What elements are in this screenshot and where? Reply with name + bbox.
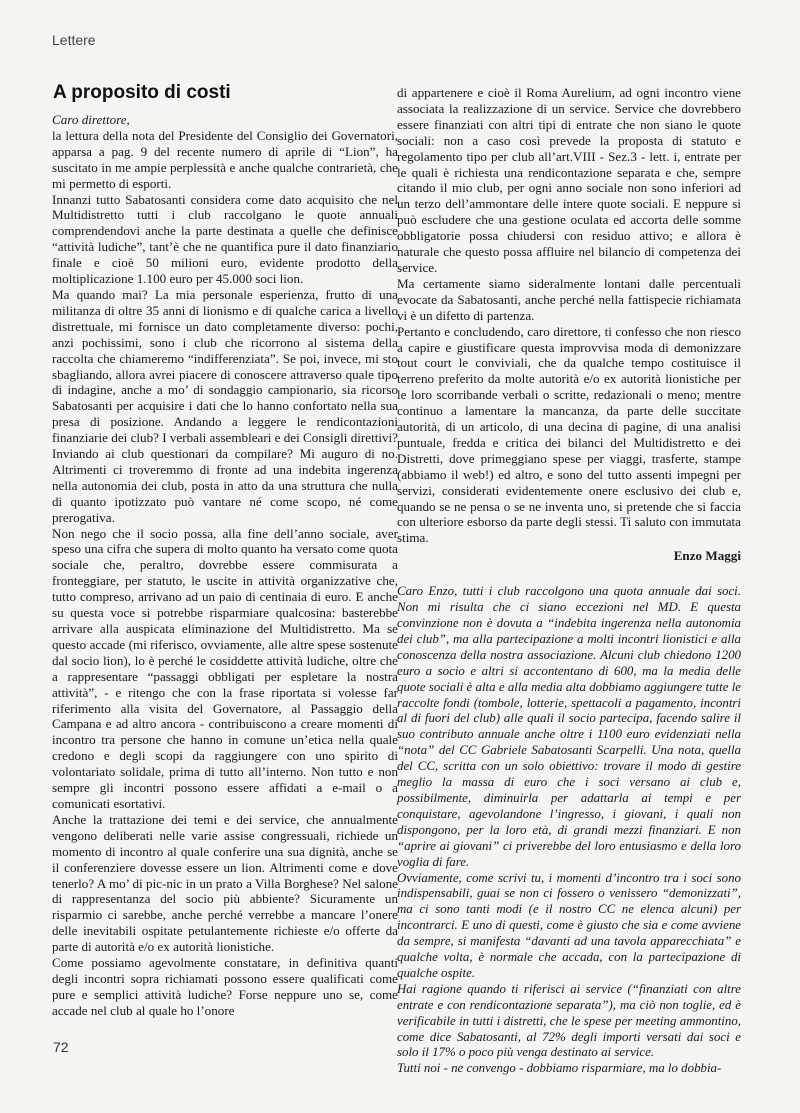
paragraph: Anche la trattazione dei temi e dei service, che annualmente vengono deliberati nelle varie assise congressuali, richiede un momento di incontro al quale conferire una sua dignità, anche se il conferenziere dovesse essere un lion. Altrimenti come e dove tenerlo? A mo’ di pic-nic in un prato a Villa Borghese? Nel salone di rappresentanza del socio più abbiente? Sicuramente un risparmio ci sarebbe, anche perché verrebbe a mancare l’onere delle inevitabili ospitate petulantemente richieste e/o offerte da parte di autorità e/o ex autorità lionistiche. — [52, 811, 398, 955]
paragraph: Ma quando mai? La mia personale esperienza, frutto di una militanza di oltre 35 anni di lionismo e di qualche carica a livello distrettuale, mi fornisce un dato completamente diverso: pochi, anzi pochissimi, sono i club che ricorrono al sistema della raccolta che chiameremo “indifferenziata”. Se poi, invece, mi sto sbagliando, allora avrei piacere di conoscere attraverso quale tipo di indagine, anche a mo’ di sondaggio campionario, sia ricorso Sabatosanti per acquisire i dati che lo hanno confortato nella sua presa di posizione. Andando a leggere le rendicontazioni finanziarie dei club? I verbali assembleari e dei Consigli direttivi? Inviando ai club questionari da compilare? Mi auguro di no. Altrimenti ci troveremmo di fronte ad una indebita ingerenza nella autonomia dei club, posta in atto da una struttura che nulla di quanto ipotizzato può vantare né come scopo, né come prerogativa. — [52, 286, 398, 525]
right-column — [397, 85, 741, 1077]
paragraph: Innanzi tutto Sabatosanti considera come dato acquisito che nel Multidistretto tutti i club raccolgano le quote annuali comprendendovi anche la parte destinata a quelle che definisce “attività ludiche”, tant’è che ne quantifica pure il dato finanziario finale e cioè 50 milioni euro, evidente prodotto della moltiplicazione 1.100 euro per 45.000 soci lion. — [52, 191, 398, 287]
left-column — [52, 112, 398, 1019]
article-title: A proposito di costi — [53, 82, 231, 103]
paragraph: la lettura della nota del Presidente del Consiglio dei Governatori, apparsa a pag. 9 del recente numero di aprile di “Lion”, ha suscitato in me ampie perplessità e anche qualche contrarietà, che mi permetto di esporti. — [52, 127, 398, 191]
paragraph: Come possiamo agevolmente constatare, in definitiva quanti degli incontri sopra richiamati possono essere qualificati come pure e semplici attività ludiche? Forse neppure uno se, come accade nel club al quale ho l’onore — [52, 955, 398, 1018]
reply-paragraph: Ovviamente, come scrivi tu, i momenti d’incontro tra i soci sono indispensabili, guai se non ci fossero o venissero “demonizzati”, ma ci sono tanti modi (e il nostro CC ne elenca alcuni) per incontrarci. E uno di questi, come è giusto che sia e come avviene da sempre, si manifesta “davanti ad una tavola apparecchiata” e qualche volta, è normale che accada, con la partecipazione di qualche ospite. — [397, 870, 741, 980]
paragraph: di appartenere e cioè il Roma Aurelium, ad ogni incontro viene associata la realizzazione di un service. Service che dovrebbero essere finanziati con altri tipi di entrate che non siano le quote sociali: non a caso così prevede la proposta di statuto e regolamento tipo per club all’art.VIII - Sez.3 - lett. i, entrate per le quali è richiesta una rendicontazione separata e che, sempre citando il mio club, per ogni anno sociale non sono inferiori ad un terzo dell’ammontare delle intere quote sociali. E neppure si può escludere che una gestione oculata ed accorta delle somme obbligatorie possa chiudersi con residuo attivo; e allora è naturale che questo possa affluire nel bilancio di competenza dei service. — [397, 85, 741, 275]
paragraph: Non nego che il socio possa, alla fine dell’anno sociale, aver speso una cifra che supera di molto quanto ha versato come quota sociale che, peraltro, dovrebbe essere commisurata a fronteggiare, per statuto, le uscite in attività organizzative che, tutto compreso, arrivano ad un paio di centinaia di euro. E anche su questa voce si potrebbe risparmiare qualcosina: basterebbe arrivare alla auspicata eliminazione del Multidistretto. Ma se questo accade (mi riferisco, ovviamente, alle altre spese sostenute dal socio lion), lo è perché le cosiddette attività ludiche, oltre che a rappresentare “passaggi obbligati per espletare la nostra attività”, - e ritengo che con la frase riportata si volesse far riferimento alla visita del Governatore, al Passaggio della Campana e ad altro ancora - contribuiscono a creare momenti di incontro tra persone che hanno in comune un’etica nella quale credono e degli scopi da raggiungere con uno spirito di volontariato solidale, prima di tutto all’interno. Non tutto e non sempre gli incontri possono essere affidati a e-mail o a comunicati esortativi. — [52, 525, 398, 811]
page-number: 72 — [53, 1039, 69, 1055]
paragraph: Ma certamente siamo sideralmente lontani dalle percentuali evocate da Sabatosanti, anche perché nella fattispecie richiamata vi è un difetto di partenza. — [397, 275, 741, 323]
editor-reply — [397, 584, 741, 1077]
paragraph: Pertanto e concludendo, caro direttore, ti confesso che non riesco a capire e giustificare questa improvvisa moda di demonizzare tout court le conviviali, che da qualche tempo costituisce il terreno preferito da molte autorità e/o ex autorità lionistiche per le loro scorribande verbali o scritte, redazionali o meno; mentre continuo a lamentare la mancanza, da parte delle succitate autorità, di un articolo, di una decina di pagine, di una analisi puntuale, fredda e critica dei bilanci del Multidistretto e dei Distretti, dove primeggiano spese per viaggi, trasferte, stampe (abbiamo il web!) ed altro, e sono del tutto assenti impegni per servizi, considerati evidentemente onere esclusivo dei club e, quando se ne pensa o se ne inventa uno, si pretende che si faccia con ulteriore esborso da parte degli stessi. Ti saluto con immutata stima. — [397, 323, 741, 546]
reply-paragraph: Caro Enzo, tutti i club raccolgono una quota annuale dai soci. Non mi risulta che ci siano eccezioni nel MD. E questa convinzione non è dovuta a “indebita ingerenza nella autonomia dei club”, ma alla partecipazione a molti incontri lionistici e alla conoscenza della nostra associazione. Alcuni club chiedono 1200 euro a socio e altri si accontentano di 600, ma la media delle quote sociali è alta e alla media alta dobbiamo aggiungere tutte le raccolte fondi (tombole, lotterie, spettacoli a pagamento, incontri al di fuori del club) alle quali il socio partecipa, facendo salire il suo contributo annuale anche oltre i 1100 euro evidenziati nella “nota” del CC Gabriele Sabatosanti Scarpelli. Una nota, quella del CC, scritta con un solo obiettivo: trovare il modo di gestire meglio la massa di euro che i soci versano ai club e, possibilmente, diminuirla per adattarla ai tempi e per conquistare, agevolandone l’ingresso, i giovani, i quali non dispongono, per la loro età, di grandi mezzi finanziari. E non “aprire ai giovani” ci priverebbe del loro entusiasmo e della loro voglia di fare. — [397, 584, 741, 869]
section-label: Lettere — [52, 32, 96, 48]
author-signature: Enzo Maggi — [673, 548, 741, 564]
reply-paragraph: Hai ragione quando ti riferisci ai service (“finanziati con altre entrate e con rendicontazione separata”), ma ciò non toglie, ed è verificabile in tutti i distretti, che le spese per meeting ammontino, come dice Sabatosanti, al 72% degli importi versati dai soci e solo il 17% o poco più venga destinato ai service. — [397, 981, 741, 1060]
salutation: Caro direttore, — [52, 112, 130, 127]
reply-paragraph: Tutti noi - ne convengo - dobbiamo risparmiare, ma lo dobbia- — [397, 1061, 722, 1076]
